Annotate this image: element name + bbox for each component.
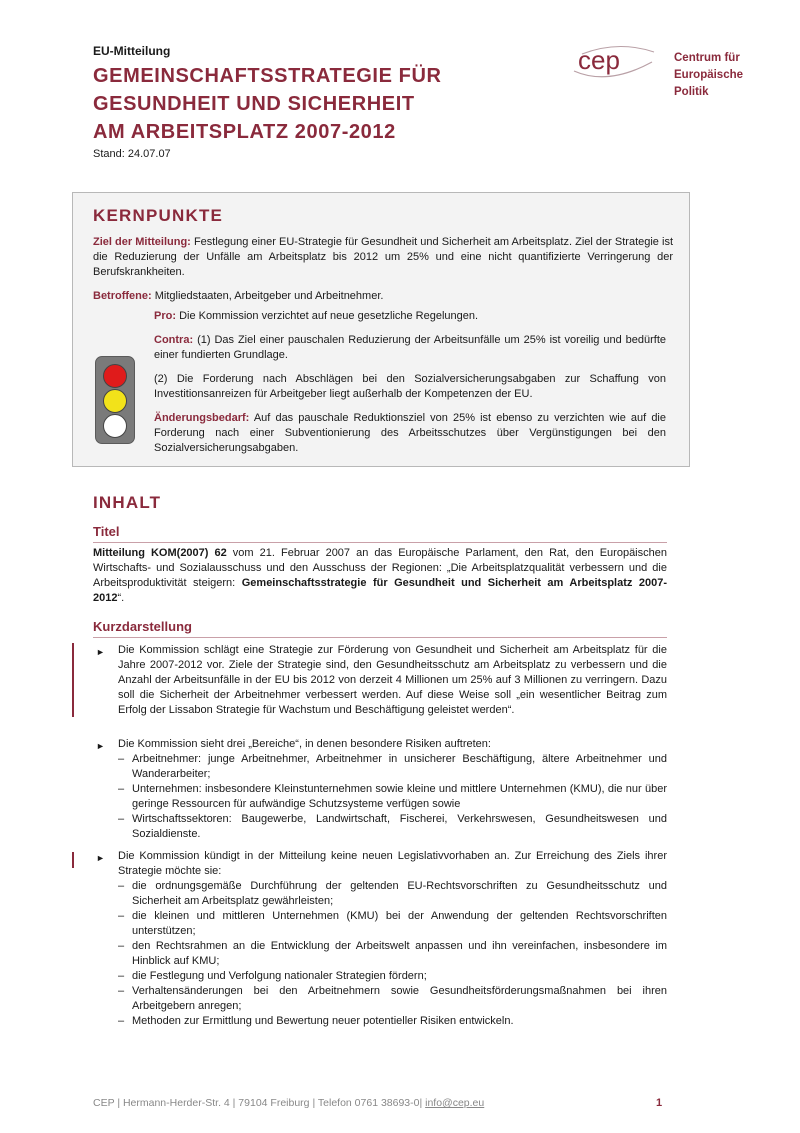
pro-label: Pro:: [154, 310, 176, 322]
yellow-lamp-icon: [103, 389, 127, 413]
bullet-arrow-icon: ►: [96, 853, 105, 863]
contra-label: Contra:: [154, 334, 194, 346]
list-item: [118, 939, 667, 969]
org-line-2: Europäische: [674, 69, 744, 81]
dash-icon: –: [118, 783, 125, 795]
cep-logo: [568, 38, 658, 88]
dash-icon: –: [118, 985, 125, 997]
change-marker-bar-2: [72, 852, 74, 868]
kurz-bullet-1: Die Kommission schlägt eine Strategie zur Förderung von Gesundheit und Sicherheit am Arbeitsplatz für die Jahre 2007-2012 vor. Ziele der Strategie sind, den Gesundheitsschutz am Arbeitsplatz zu verbessern und die Anzahl der Arbeitsunfälle in der EU bis 2012 von derzeit 4 Millionen um 25% auf 3 Millionen zu verringern. Dazu soll die Sicherheit der Arbeitnehmer verbessert werden. Auf diese Weise soll „ein wesentlicher Beitrag zum Erfolg der Lissabon Strategie für Wachstum und Beschäftigung geleistet werden“.: [118, 644, 667, 716]
list-item: [118, 984, 667, 1014]
list-item-text: Arbeitnehmer: junge Arbeitnehmer, Arbeitnehmer in unsicherer Beschäftigung, ältere Arbeitnehmer und Wanderarbeiter;: [132, 753, 667, 780]
ziel-text: Festlegung einer EU-Strategie für Gesundheit und Sicherheit am Arbeitsplatz. Ziel der Strategie ist die Reduzierung der Unfälle am Arbeitsplatz bis 2012 um 25% und eine nicht quantifizierte Verringerung der Berufskrankheiten.: [93, 236, 674, 278]
list-item-text: Methoden zur Ermittlung und Bewertung neuer potentieller Risiken entwickeln.: [132, 1015, 514, 1027]
footer-address: [93, 1097, 484, 1109]
dash-icon: –: [118, 880, 125, 892]
titel-text: vom 21. Februar 2007 an das Europäische Parlament, den Rat, den Europäischen Wirtschafts- und Sozialausschuss und den Ausschuss der Regionen: „Die Arbeitsplatzqualität verbessern und die Arbeitsproduktivität steigern:: [93, 547, 667, 589]
list-item-text: Wirtschaftssektoren: Baugewerbe, Landwirtschaft, Fischerei, Verkehrswesen, Gesundheitswesen und Sozialdienste.: [132, 813, 667, 840]
organisation-name: [674, 50, 743, 101]
dash-icon: –: [118, 910, 125, 922]
list-item-text: Verhaltensänderungen bei den Arbeitnehmern sowie Gesundheitsförderungsmaßnahmen bei ihren Arbeitgebern anregen;: [132, 985, 667, 1012]
document-type: EU-Mitteilung: [93, 44, 171, 58]
logo-text: cep: [578, 45, 620, 75]
titel-strategy-name: Gemeinschaftsstrategie für Gesundheit und Sicherheit am Arbeitsplatz 2007-2012: [93, 577, 667, 604]
kurz-bullet-3-intro: Die Kommission kündigt in der Mitteilung keine neuen Legislativvorhaben an. Zur Erreichung des Ziels ihrer Strategie möchte sie:: [118, 850, 667, 877]
red-lamp-icon: [103, 364, 127, 388]
betroffene-text: Mitgliedstaaten, Arbeitgeber und Arbeitnehmer.: [154, 290, 384, 302]
list-item-text: den Rechtsrahmen an die Entwicklung der Arbeitswelt anpassen und ihn vereinfachen, insbesondere im Hinblick auf KMU;: [132, 940, 667, 967]
title-line-2: GESUNDHEIT UND SICHERHEIT: [93, 93, 415, 115]
list-item-text: die kleinen und mittleren Unternehmen (KMU) bei der Anwendung der geltenden Rechtsvorschriften unterstützen;: [132, 910, 667, 937]
ziel-label: Ziel der Mitteilung:: [93, 236, 191, 248]
titel-paragraph: [93, 546, 667, 606]
dash-icon: –: [118, 970, 125, 982]
footer-address-text: CEP | Hermann-Herder-Str. 4 | 79104 Freiburg | Telefon 0761 38693-0|: [93, 1097, 426, 1109]
titel-reference: Mitteilung KOM(2007) 62: [93, 547, 227, 559]
kurzdarstellung-divider: [93, 637, 667, 638]
list-item-text: die Festlegung und Verfolgung nationaler Strategien fördern;: [132, 970, 427, 982]
status-date: Stand: 24.07.07: [93, 148, 171, 160]
ziel-paragraph: [93, 235, 673, 280]
document-title: [93, 62, 513, 146]
list-item: [118, 812, 667, 842]
traffic-light-icon: [95, 356, 135, 444]
white-lamp-icon: [103, 414, 127, 438]
titel-end: “.: [117, 592, 125, 604]
list-item: [118, 909, 667, 939]
title-line-3: AM ARBEITSPLATZ 2007-2012: [93, 121, 396, 143]
list-item: [118, 879, 667, 909]
bullet-arrow-icon: ►: [96, 647, 105, 657]
dash-icon: –: [118, 813, 125, 825]
betroffene-paragraph: [93, 289, 673, 304]
aenderung-label: Änderungsbedarf:: [154, 412, 250, 424]
list-item: [118, 752, 667, 782]
title-line-1: GEMEINSCHAFTSSTRATEGIE FÜR: [93, 65, 442, 87]
dash-icon: –: [118, 940, 125, 952]
list-item: [118, 1014, 667, 1029]
page-number: 1: [656, 1097, 663, 1109]
inhalt-heading: INHALT: [93, 493, 162, 512]
dash-icon: –: [118, 753, 125, 765]
contra-paragraph-2: (2) Die Forderung nach Abschlägen bei den Sozialversicherungsabgaben zur Schaffung von Investitionsanreizen für Arbeitgeber liegt außerhalb der Kompetenzen der EU.: [154, 373, 666, 400]
org-line-3: Politik: [674, 86, 709, 98]
list-item-text: Unternehmen: insbesondere Kleinstunternehmen sowie kleine und mittlere Unternehmen (KMU), die nur über geringe Ressourcen für aufwändige Schutzsysteme verfügen sowie: [132, 783, 667, 810]
contra-text-1: (1) Das Ziel einer pauschalen Reduzierung der Arbeitsunfälle um 25% ist voreilig und bedürfte einer fundierten Grundlage.: [154, 334, 666, 361]
kurzdarstellung-heading: Kurzdarstellung: [93, 619, 192, 634]
kurz-bullet-2-intro: Die Kommission sieht drei „Bereiche“, in denen besondere Risiken auftreten:: [118, 738, 491, 750]
pro-paragraph: [154, 309, 666, 324]
list-item: [118, 782, 667, 812]
aenderung-text: Auf das pauschale Reduktionsziel von 25% ist ebenso zu verzichten wie auf die Forderung nach einer Subventionierung des Arbeitsschutzes über Vergünstigungen bei den Sozialversicherungsabgaben.: [154, 412, 666, 454]
bullet-arrow-icon: ►: [96, 741, 105, 751]
betroffene-label: Betroffene:: [93, 290, 152, 302]
kernpunkte-heading: KERNPUNKTE: [93, 206, 224, 225]
org-line-1: Centrum für: [674, 52, 740, 64]
list-item-text: die ordnungsgemäße Durchführung der geltenden EU-Rechtsvorschriften zu Gesundheitsschutz und Sicherheit am Arbeitsplatz gewährleisten;: [132, 880, 667, 907]
pro-text: Die Kommission verzichtet auf neue gesetzliche Regelungen.: [179, 310, 479, 322]
aenderung-paragraph: [154, 411, 666, 456]
contra-paragraph: [154, 333, 666, 363]
footer-email-link[interactable]: info@cep.eu: [425, 1097, 485, 1109]
list-item: [118, 969, 667, 984]
titel-heading: Titel: [93, 524, 120, 539]
dash-icon: –: [118, 1015, 125, 1027]
titel-divider: [93, 542, 667, 543]
change-marker-bar: [72, 643, 74, 717]
